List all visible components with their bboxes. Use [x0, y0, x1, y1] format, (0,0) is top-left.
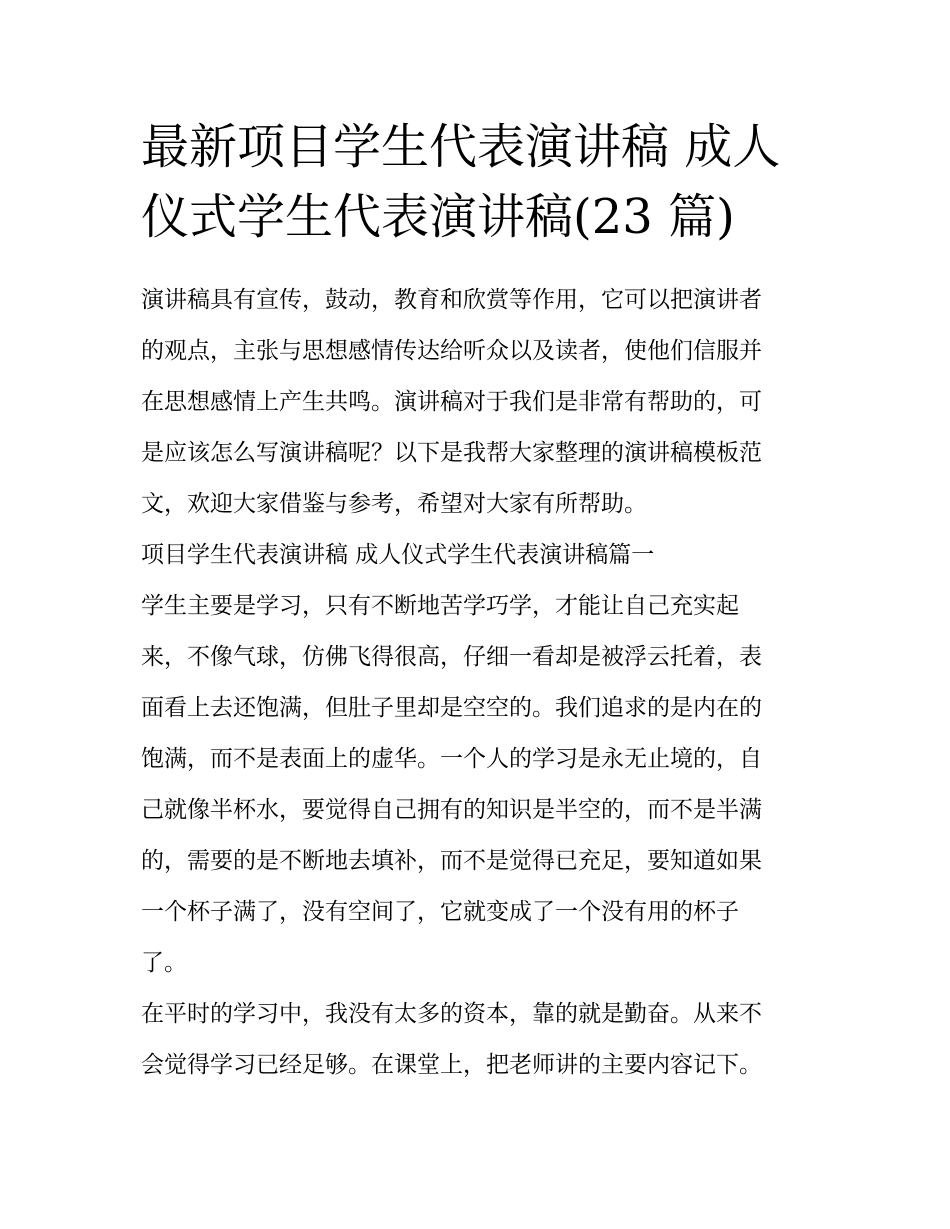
text-line: 的，需要的是不断地去填补，而不是觉得已充足，要知道如果: [141, 848, 762, 874]
text-line: 饱满，而不是表面上的虚华。一个人的学习是永无止境的，自: [141, 746, 762, 772]
text-line: 了。: [141, 950, 187, 976]
text-line: 在平时的学习中，我没有太多的资本，靠的就是勤奋。从来不: [141, 1001, 762, 1027]
title-line: 仪式学生代表演讲稿(23 篇): [141, 189, 735, 245]
text-line: 演讲稿具有宣传，鼓动，教育和欣赏等作用，它可以把演讲者: [141, 287, 762, 313]
text-line: 文，欢迎大家借鉴与参考，希望对大家有所帮助。: [141, 491, 647, 517]
text-line: 在思想感情上产生共鸣。演讲稿对于我们是非常有帮助的，可: [141, 389, 762, 415]
text-line: 会觉得学习已经足够。在课堂上，把老师讲的主要内容记下。: [141, 1052, 762, 1078]
text-line: 来，不像气球，仿佛飞得很高，仔细一看却是被浮云托着，表: [141, 644, 762, 670]
section-heading: 项目学生代表演讲稿 成人仪式学生代表演讲稿篇一: [141, 542, 655, 568]
text-line: 的观点，主张与思想感情传达给听众以及读者，使他们信服并: [141, 338, 762, 364]
text-line: 学生主要是学习，只有不断地苦学巧学，才能让自己充实起: [141, 593, 739, 619]
document-title: [141, 112, 821, 252]
intro-paragraph: [141, 275, 821, 530]
text-line: 一个杯子满了，没有空间了，它就变成了一个没有用的杯子: [141, 899, 739, 925]
text-line: 是应该怎么写演讲稿呢？以下是我帮大家整理的演讲稿模板范: [141, 440, 762, 466]
body-paragraph: [141, 581, 821, 989]
document-body: [141, 275, 821, 1091]
body-paragraph: [141, 989, 821, 1091]
text-line: 面看上去还饱满，但肚子里却是空空的。我们追求的是内在的: [141, 695, 762, 721]
title-line: 最新项目学生代表演讲稿 成人: [141, 119, 781, 175]
text-line: 己就像半杯水，要觉得自己拥有的知识是半空的，而不是半满: [141, 797, 762, 823]
